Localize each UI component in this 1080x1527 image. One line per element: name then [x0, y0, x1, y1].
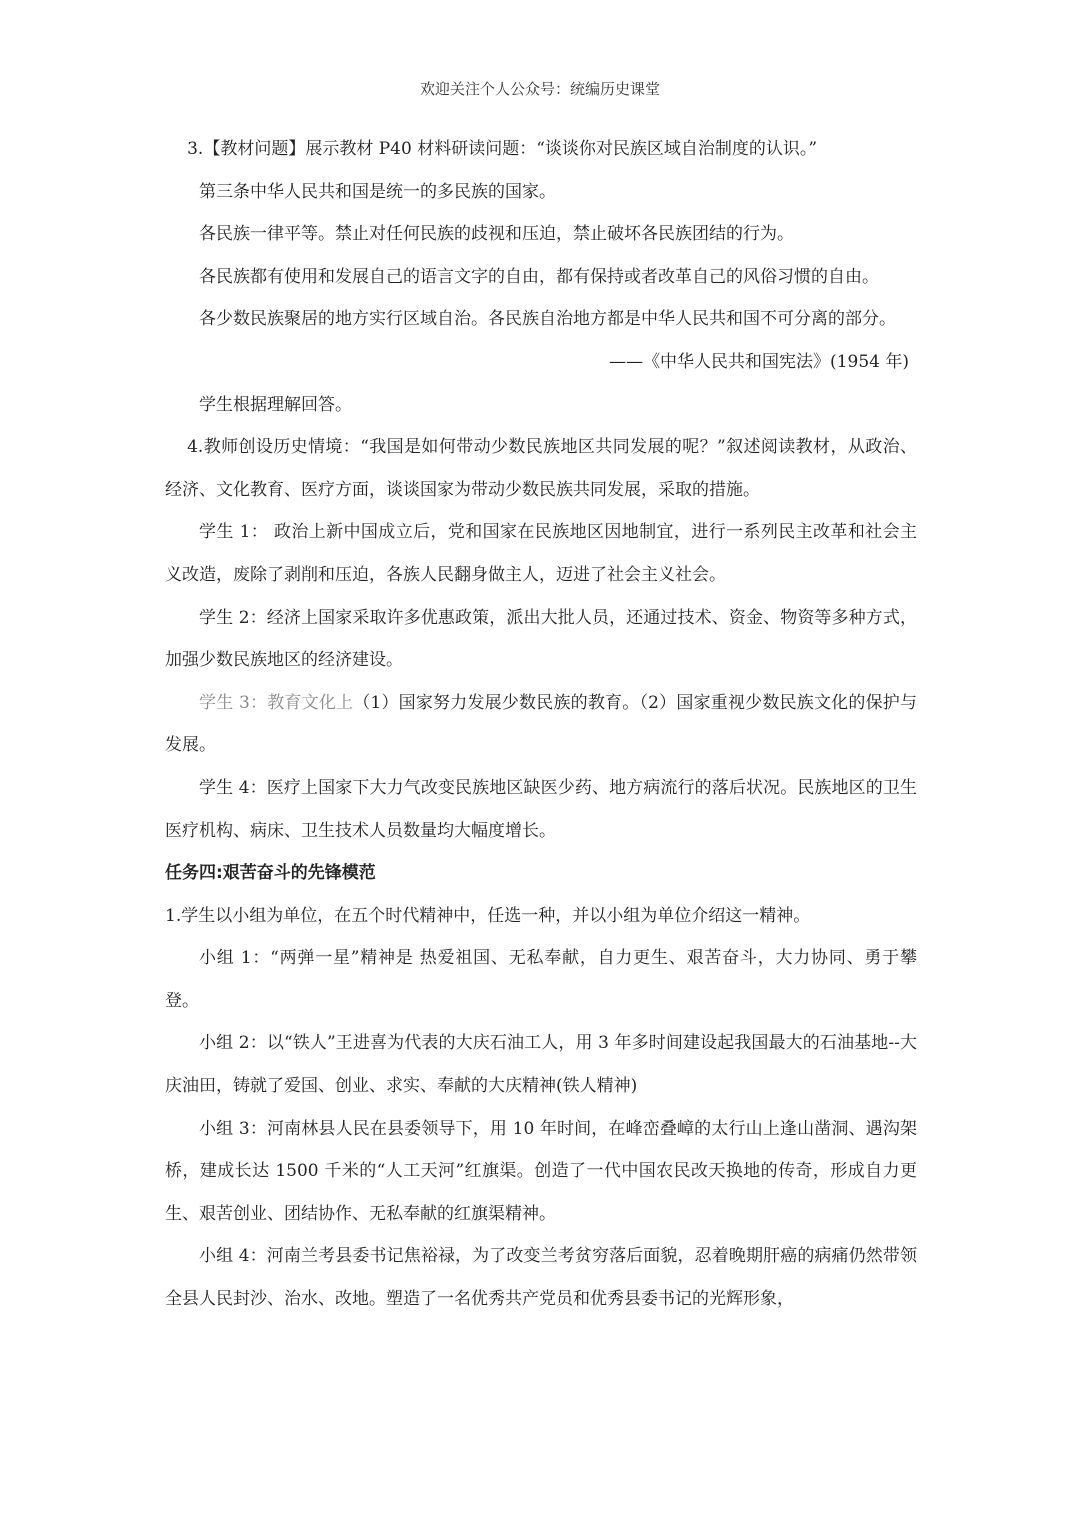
page-header: 欢迎关注个人公众号：统编历史课堂 — [419, 80, 660, 98]
constitution-equality: 各民族一律平等。禁止对任何民族的歧视和压迫，禁止破坏各民族团结的行为。 — [199, 224, 794, 245]
student-3-prefix: 学生 3：教育文化上 — [199, 692, 354, 713]
student-2-answer: 学生 2：经济上国家采取许多优惠政策，派出大批人员，还通过技术、资金、物资等多种方式，加强少数民族地区的经济建设。 — [165, 607, 917, 671]
group-3-answer: 小组 3：河南林县人民在县委领导下，用 10 年时间，在峰峦叠嶂的太行山上逢山凿洞、遇沟架桥，建成长达 1500 千米的“人工天河”红旗渠。创造了一代中国农民改天换地的传奇，形成自力更生、艰苦创业、团结协作、无私奉献的红旗渠精神。 — [165, 1118, 917, 1224]
constitution-source: ——《中华人民共和国宪法》(1954 年) — [609, 351, 909, 372]
group-task-instruction: 1.学生以小组为单位，在五个时代精神中，任选一种，并以小组为单位介绍这一精神。 — [165, 905, 811, 926]
group-2-answer: 小组 2：以“铁人”王进喜为代表的大庆石油工人，用 3 年多时间建设起我国最大的石油基地--大庆油田，铸就了爱国、创业、求实、奉献的大庆精神(铁人精神) — [165, 1033, 917, 1097]
teacher-scenario: 4.教师创设历史情境：“我国是如何带动少数民族地区共同发展的呢？”叙述阅读教材，从政治、经济、文化教育、医疗方面，谈谈国家为带动少数民族共同发展，采取的措施。 — [165, 437, 917, 500]
task-four-heading: 任务四:艰苦奋斗的先锋模范 — [165, 863, 376, 884]
group-1-answer: 小组 1：“两弹一星”精神是 热爱祖国、无私奉献，自力更生、艰苦奋斗，大力协同、勇于攀登。 — [165, 948, 917, 1011]
student-4-answer: 学生 4：医疗上国家下大力气改变民族地区缺医少药、地方病流行的落后状况。民族地区的卫生医疗机构、病床、卫生技术人员数量均大幅度增长。 — [165, 777, 917, 841]
student-answer-note: 学生根据理解回答。 — [199, 394, 352, 415]
textbook-question: 3.【教材问题】展示教材 P40 材料研读问题：“谈谈你对民族区域自治制度的认识。” — [187, 139, 818, 159]
constitution-autonomy: 各少数民族聚居的地方实行区域自治。各民族自治地方都是中华人民共和国不可分离的部分。 — [199, 309, 896, 330]
group-4-answer: 小组 4：河南兰考县委书记焦裕禄，为了改变兰考贫穷落后面貌，忍着晚期肝癌的病痛仍然带领全县人民封沙、治水、改地。塑造了一名优秀共产党员和优秀县委书记的光辉形象， — [165, 1246, 917, 1310]
student-1-answer: 学生 1： 政治上新中国成立后，党和国家在民族地区因地制宜，进行一系列民主改革和社会主义改造，废除了剥削和压迫，各族人民翻身做主人，迈进了社会主义社会。 — [165, 522, 917, 585]
constitution-article: 第三条中华人民共和国是统一的多民族的国家。 — [199, 181, 556, 202]
constitution-language: 各民族都有使用和发展自己的语言文字的自由，都有保持或者改革自己的风俗习惯的自由。 — [199, 266, 879, 287]
student-3-text: （1）国家努力发展少数民族的教育。（2）国家重视少数民族文化的保护与发展。 — [165, 692, 917, 756]
document-body — [165, 128, 917, 1321]
student-3-answer — [165, 682, 917, 767]
